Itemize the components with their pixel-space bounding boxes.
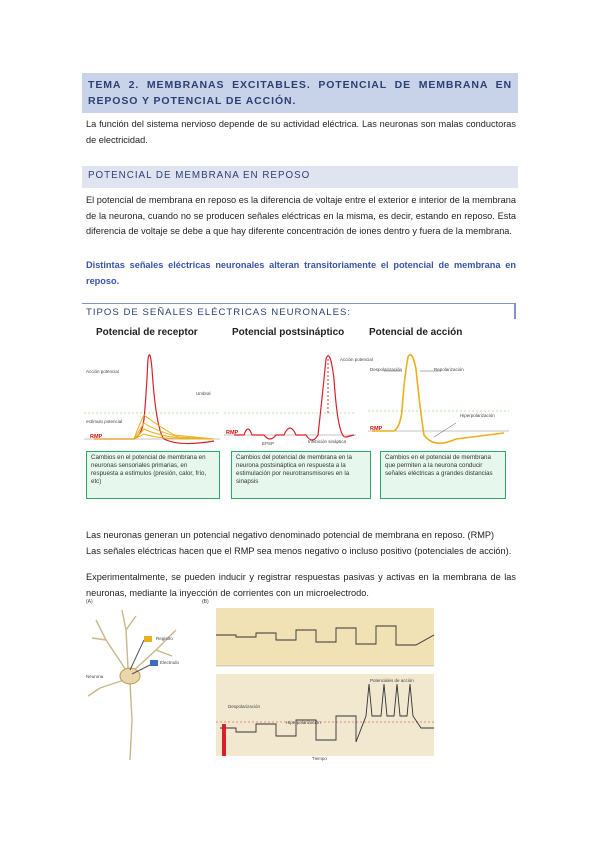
action-label-hyperpol: Hiperpolarización — [460, 413, 495, 418]
signal-traces — [84, 339, 516, 467]
neuron-label-neuron: Neurona — [86, 674, 104, 679]
panel-b-label: (B) — [202, 599, 209, 605]
receptor-label-rmp: RMP — [90, 434, 103, 440]
postsynaptic-label-inhibition: Inhibición sináptica — [308, 439, 347, 444]
receptor-label-threshold: Umbral — [196, 391, 211, 396]
receptor-label-stimulus: estímulo potencial — [86, 419, 123, 424]
experimental-paragraph: Experimentalmente, se pueden inducir y registrar respuestas pasivas y activas en la membrana de las neuronas, mediante la inyección de corrientes con un microelectrodo. — [86, 572, 516, 598]
neuron-label-recording: Registro — [156, 636, 173, 641]
signal-types-figure — [84, 323, 516, 503]
panel-title-action: Potencial de acción — [369, 327, 463, 338]
postsynaptic-traces — [224, 356, 356, 440]
intro-paragraph: La función del sistema nervioso depende de su actividad eléctrica. Las neuronas son malas conductoras de electricidad. — [86, 119, 516, 145]
rmp-line-1: Las neuronas generan un potencial negativo denominado potencial de membrana en reposo. (RMP) — [86, 530, 495, 540]
divider-accent — [514, 303, 516, 319]
receptor-label-ap: Acción potencial — [86, 369, 119, 374]
trace-label-depol: Despolarización — [228, 704, 261, 709]
rmp-line-2: Las señales eléctricas hacen que el RMP sea menos negativo o incluso positivo (potenciales de acción). — [86, 546, 512, 556]
recording-figure — [86, 600, 436, 763]
postsynaptic-label-ap: Acción potencial — [340, 357, 373, 362]
postsynaptic-label-rmp: RMP — [226, 430, 239, 436]
panel-title-postsynaptic: Potencial postsináptico — [232, 327, 345, 338]
action-label-depol: Despolarización — [370, 367, 403, 372]
section-heading-resting-potential — [82, 166, 518, 188]
caption-box-receptor: Cambios en el potencial de membrana en neuronas sensoriales primarias, en respuesta a estímulos (presión, calor, frío, etc) — [86, 451, 220, 499]
neuron-label-electrode: Electrodo — [160, 660, 180, 665]
resting-potential-paragraph: El potencial de membrana en reposo es la diferencia de voltaje entre el exterior e interior de la membrana de la neurona, cuando no se producen señales eléctricas en la misma, es decir, estando en reposo. Esta diferencia de voltaje se debe a que hay diferente concentración de iones dentro y fuera de la membrana. — [86, 195, 517, 236]
trace-label-time: Tiempo — [312, 756, 327, 761]
highlight-paragraph: Distintas señales eléctricas neuronales alteran transitoriamente el potencial de membrana en reposo. — [86, 260, 516, 286]
divider — [82, 303, 515, 304]
topic-title: TEMA 2. MEMBRANAS EXCITABLES. POTENCIAL DE MEMBRANA EN REPOSO Y POTENCIAL DE ACCIÓN. — [88, 79, 512, 107]
neuron-illustration — [86, 600, 200, 763]
signal-types-heading: TIPOS DE SEÑALES ELÉCTRICAS NEURONALES: — [86, 307, 352, 318]
trace-label-hyperpol: Hiperpolarización — [286, 720, 321, 725]
panel-title-receptor: Potencial de receptor — [96, 327, 198, 338]
panel-a-label: (A) — [86, 599, 93, 605]
topic-title-banner — [82, 73, 518, 113]
action-label-rmp: RMP — [370, 426, 383, 432]
caption-box-postsynaptic: Cambios del potencial de membrana en la neurona postsináptica en respuesta a la estimulación por neurotransmisores en la sinapsis — [231, 451, 371, 499]
trace-label-ap: Potenciales de acción — [370, 678, 414, 683]
action-label-repol: Repolarización — [434, 367, 464, 372]
section-heading-text: POTENCIAL DE MEMBRANA EN REPOSO — [88, 170, 311, 181]
postsynaptic-label-epsp: EPSP — [262, 441, 275, 446]
caption-box-action: Cambios en el potencial de membrana que permiten a la neurona conducir señales eléctricas a grandes distancias — [380, 451, 506, 499]
